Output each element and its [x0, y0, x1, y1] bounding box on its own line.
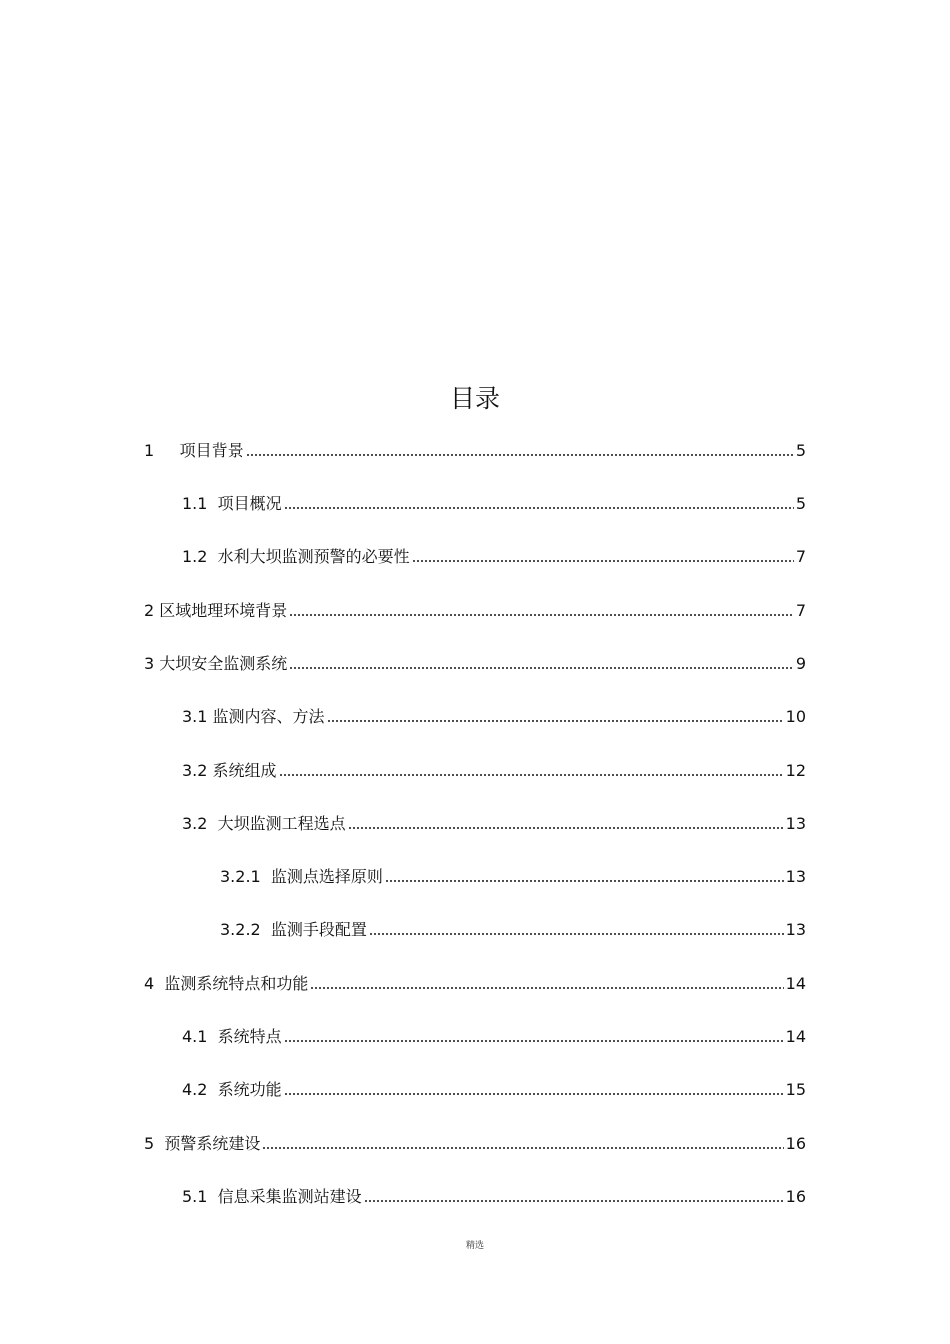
toc-entry-number: 5 [144, 1134, 155, 1153]
toc-entry-label: 项目概况 [217, 494, 282, 513]
page-footer: 精选 [465, 1241, 484, 1251]
toc-dot-leader [348, 826, 784, 830]
toc-entry-page: 13 [785, 867, 806, 886]
toc-entry-3-2-2[interactable] [220, 915, 806, 941]
toc-title: 目录 [449, 384, 500, 413]
toc-entry-4-1[interactable] [182, 1022, 806, 1048]
toc-entry-3-2-selection[interactable] [182, 809, 806, 835]
toc-entry-page: 10 [785, 707, 806, 726]
toc-entry-number: 3 [144, 654, 155, 673]
toc-entry-label: 系统功能 [217, 1080, 282, 1099]
toc-dot-leader [262, 1146, 783, 1150]
toc-entry-5-1[interactable] [182, 1182, 806, 1208]
toc-entry-label: 项目背景 [179, 441, 244, 460]
toc-entry-label: 信息采集监测站建设 [217, 1187, 362, 1206]
toc-dot-leader [289, 666, 794, 670]
toc-dot-leader [412, 559, 794, 563]
toc-entry-gap [207, 1186, 217, 1208]
toc-entry-page: 16 [785, 1134, 806, 1153]
toc-entry-page: 15 [785, 1080, 806, 1099]
toc-entry-number: 3.2 [182, 814, 208, 833]
toc-entry-gap [154, 973, 164, 995]
toc-entry-number: 3.2 [182, 761, 208, 780]
toc-dot-leader [284, 1039, 784, 1043]
toc-entry-label: 监测点选择原则 [270, 867, 383, 886]
toc-dot-leader [289, 613, 794, 617]
toc-entry-number: 4.1 [182, 1027, 208, 1046]
toc-entry-number: 1.1 [182, 494, 208, 513]
toc-entry-number: 3.1 [182, 707, 208, 726]
toc-entry-4[interactable] [144, 969, 806, 995]
toc-entry-number: 1 [144, 441, 155, 460]
toc-dot-leader [364, 1199, 784, 1203]
toc-dot-leader [310, 986, 783, 990]
toc-entry-label: 系统组成 [212, 761, 277, 780]
toc-entry-label: 区域地理环境背景 [159, 601, 288, 620]
toc-dot-leader [246, 453, 794, 457]
toc-entry-gap [261, 866, 271, 888]
toc-entry-gap [207, 813, 217, 835]
toc-entry-3[interactable] [144, 649, 806, 675]
toc-entry-page: 5 [795, 494, 806, 513]
toc-entry-page: 16 [785, 1187, 806, 1206]
toc-entry-1[interactable] [144, 436, 806, 462]
toc-entry-number: 4 [144, 974, 155, 993]
toc-entry-label: 监测手段配置 [270, 920, 367, 939]
toc-entry-gap [207, 1079, 217, 1101]
toc-dot-leader [279, 773, 784, 777]
toc-entry-page: 13 [785, 920, 806, 939]
toc-entry-2[interactable] [144, 596, 806, 622]
toc-entry-3-1[interactable] [182, 702, 806, 728]
toc-entry-page: 12 [785, 761, 806, 780]
toc-entry-1-1[interactable] [182, 489, 806, 515]
toc-entry-number: 4.2 [182, 1080, 208, 1099]
toc-entry-label: 系统特点 [217, 1027, 282, 1046]
toc-entry-3-2[interactable] [182, 756, 806, 782]
toc-dot-leader [369, 932, 784, 936]
toc-dot-leader [284, 1092, 784, 1096]
toc-dot-leader [284, 506, 794, 510]
toc-entry-label: 监测内容、方法 [212, 707, 325, 726]
toc-entry-page: 13 [785, 814, 806, 833]
toc-entry-4-2[interactable] [182, 1075, 806, 1101]
toc-entry-gap [207, 546, 217, 568]
toc-dot-leader [385, 879, 784, 883]
toc-entry-number: 2 [144, 601, 155, 620]
toc-entry-label: 水利大坝监测预警的必要性 [217, 547, 410, 566]
toc-entry-page: 7 [795, 601, 806, 620]
toc-entry-5[interactable] [144, 1129, 806, 1155]
toc-entry-gap [154, 1133, 164, 1155]
toc-dot-leader [327, 719, 784, 723]
toc-entry-page: 9 [795, 654, 806, 673]
toc-entry-number: 3.2.1 [220, 867, 261, 886]
toc-entry-page: 14 [785, 974, 806, 993]
toc-entry-gap [207, 493, 217, 515]
toc-entry-page: 14 [785, 1027, 806, 1046]
toc-entry-gap [261, 919, 271, 941]
toc-entry-label: 大坝监测工程选点 [217, 814, 346, 833]
toc-entry-label: 大坝安全监测系统 [159, 654, 288, 673]
toc-entry-label: 预警系统建设 [164, 1134, 261, 1153]
toc-entry-page: 7 [795, 547, 806, 566]
toc-entry-page: 5 [795, 441, 806, 460]
toc-entry-gap [154, 440, 179, 462]
toc-entry-3-2-1[interactable] [220, 862, 806, 888]
toc-entry-gap [207, 1026, 217, 1048]
toc-entry-number: 1.2 [182, 547, 208, 566]
toc-entry-1-2[interactable] [182, 542, 806, 568]
toc-entry-number: 5.1 [182, 1187, 208, 1206]
toc-entry-label: 监测系统特点和功能 [164, 974, 309, 993]
toc-entry-number: 3.2.2 [220, 920, 261, 939]
